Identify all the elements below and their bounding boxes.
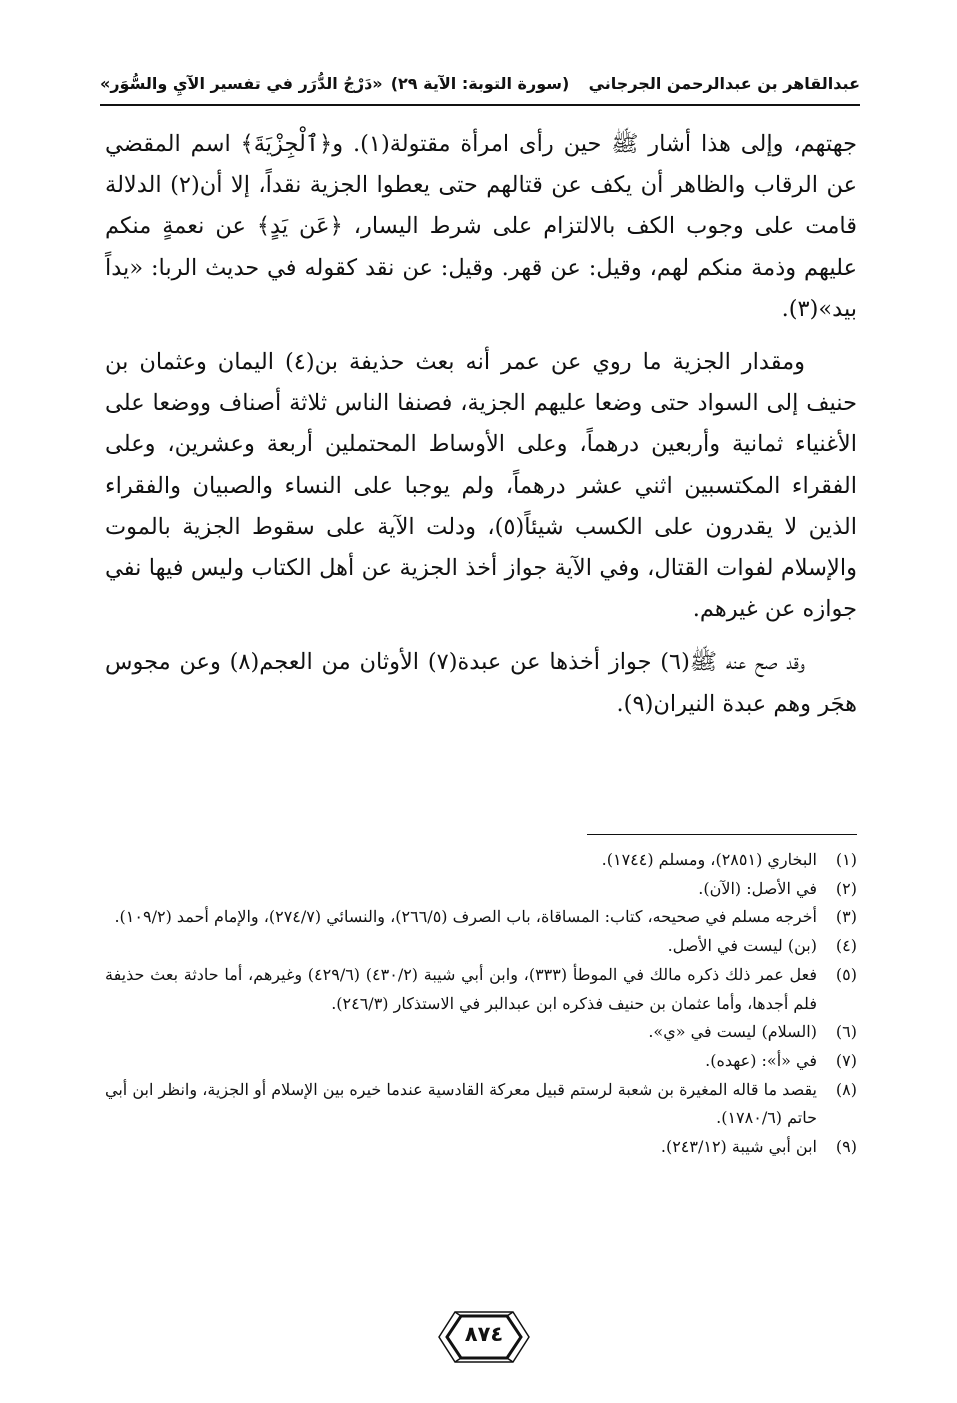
footnote-text: في «أ»: (عهده).	[705, 1050, 817, 1070]
header-divider	[100, 104, 860, 106]
footnote-text: (بن) ليست في الأصل.	[667, 936, 817, 956]
footnote-text: (السلام) ليست في «ي».	[648, 1022, 817, 1042]
footnote-text: يقصد ما قاله المغيرة بن شعبة لرستم قبيل معركة القادسية عندما خيره بين الإسلام أو الجزية، وانظر ابن أبي حاتم (١٧٨٠/٦).	[105, 1079, 817, 1128]
footnote-8	[105, 1076, 857, 1133]
footnote-number: (٩)	[835, 1137, 857, 1157]
footnote-number: (٣)	[835, 907, 857, 927]
page-number-ornament	[437, 1308, 531, 1366]
header-surah-reference: (سورة التوبة: الآية ٢٩)	[390, 74, 570, 93]
footnote-6	[105, 1018, 857, 1047]
footnote-7	[105, 1047, 857, 1076]
footnote-2	[105, 875, 857, 904]
paragraph-1: جهتهم، وإلى هذا أشار ﷺ حين رأى امرأة مقتولة(١). و﴿ٱلْجِزْيَةَ﴾ اسم المقضي عن الرقاب والظاهر أن يكف عن قتالهم حتى يعطوا الجزية نقداً، إلا أن(٢) الدلالة قامت على وجوب الكف بالالتزام على شرط اليسار، ﴿عَن يَدٍ﴾ عن نعمةٍ منكم عليهم وذمة منكم لهم، وقيل: عن قهر. وقيل: عن نقد كقوله في حديث الربا: «يداً بيد»(٣).	[105, 131, 857, 322]
footnote-4	[105, 932, 857, 961]
main-text	[105, 124, 857, 737]
header-book-title: «دَرْجُ الدُّرَر في تفسير الآيِ والسُّوَر»	[100, 74, 383, 93]
footnote-text: البخاري (٢٨٥١)، ومسلم (١٧٤٤).	[601, 850, 817, 869]
footnote-text: أخرجه مسلم في صحيحه، كتاب: المساقاة، باب الصرف (٢٦٦/٥)، والنسائي (٢٧٤/٧)، والإمام أحمد (١٠٩/٢).	[114, 907, 817, 927]
footnote-number: (١)	[835, 850, 857, 869]
footnote-number: (٤)	[835, 936, 857, 956]
page-number: ٨٧٤	[464, 1322, 504, 1346]
footnote-text: في الأصل: (الآن).	[698, 878, 817, 898]
footnote-text: فعل عمر ذلك ذكره مالك في الموطأ (٣٣٣)، وابن أبي شيبة (٤٣٠/٢) (٤٢٩/٦) وغيرهم، أما حادثة بعث حذيفة فلم أجدها، وأما عثمان بن حنيف فذكره ابن عبدالبر في الاستذكار (٢٤٦/٣).	[105, 964, 818, 1013]
footnote-1	[105, 846, 857, 875]
running-header	[100, 70, 860, 100]
footnote-number: (٢)	[835, 878, 857, 898]
footnote-divider	[587, 834, 857, 835]
footnotes	[105, 846, 857, 1162]
footnote-number: (٨)	[835, 1079, 857, 1099]
paragraph-3: وقد صح عنه ﷺ(٦) جواز أخذها عن عبدة(٧) الأوثان من العجم(٨) وعن مجوس هجَر وهم عبدة النيران(٩).	[105, 649, 857, 717]
header-author: عبدالقاهر بن عبدالرحمن الجرجاني	[588, 74, 860, 93]
footnote-number: (٦)	[835, 1022, 857, 1042]
footnote-number: (٧)	[835, 1050, 857, 1070]
footnote-number: (٥)	[835, 964, 857, 984]
footnote-5	[105, 961, 857, 1018]
paragraph-2: ومقدار الجزية ما روي عن عمر أنه بعث حذيفة بن(٤) اليمان وعثمان بن حنيف إلى السواد حتى وضعا عليهم الجزية، فصنفا الناس ثلاثة أصناف ووضعا على الأغنياء ثمانية وأربعين درهماً، وعلى الأوساط المحتملين أربعة وعشرين، وعلى الفقراء المكتسبين اثني عشر درهماً، ولم يوجبا على النساء والصبيان والفقراء الذين لا يقدرون على الكسب شيئاً(٥)، ودلت الآية على سقوط الجزية بالموت والإسلام لفوات القتال، وفي الآية جواز أخذ الجزية عن أهل الكتاب وليس فيها نفي جوازه عن غيرهم.	[105, 349, 857, 623]
footnote-3	[105, 903, 857, 932]
footnote-text: ابن أبي شيبة (٢٤٣/١٢).	[660, 1137, 817, 1157]
footnote-9	[105, 1133, 857, 1162]
